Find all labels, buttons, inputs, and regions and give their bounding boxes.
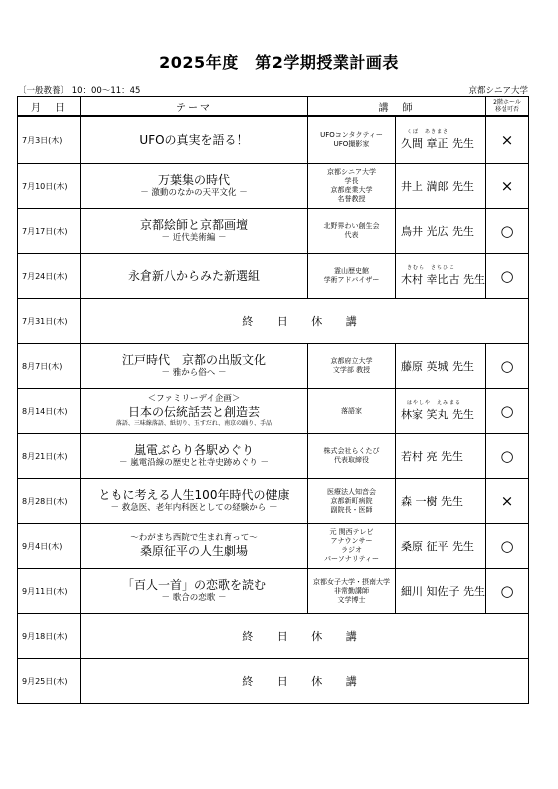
lecturer-name: 若村 亮 先生 (401, 450, 463, 463)
theme-subtitle: － 嵐電沿線の歴史と社寺史跡めぐり － (119, 458, 269, 468)
affiliation-line: 医療法人知音会 (327, 487, 376, 496)
affiliation-cell (308, 209, 396, 254)
lecturer-name: 鳥井 光広 先生 (401, 225, 474, 238)
theme-cell (81, 209, 308, 254)
theme-pretitle: ＜ファミリーデイ企画＞ (147, 394, 241, 404)
affiliation-line: 文学博士 (337, 595, 366, 604)
header-hall: 2階ホール 移설可否 (486, 97, 529, 117)
date-cell (18, 569, 81, 614)
schedule-row (18, 614, 529, 659)
schedule-row (18, 569, 529, 614)
theme-title: 江戸時代 京都の出版文化 (121, 353, 266, 367)
affiliation-line: 非常勤講師 (334, 586, 369, 595)
lecturer-cell (396, 389, 486, 434)
affiliation-line: 文学部 教授 (332, 366, 371, 374)
theme-title: 永倉新八からみた新選組 (127, 268, 260, 283)
header-row (18, 97, 529, 117)
affiliation-cell (308, 434, 396, 479)
affiliation-line: 元 関西テレビ (329, 528, 374, 536)
holiday-cell (81, 299, 529, 344)
theme-title: ともに考える人生100年時代の健康 (98, 488, 290, 502)
affiliation-line: 京都産業大学 (330, 186, 373, 194)
theme-note: 落語、三味線落語、紙切り、玉すだれ、南京の踊り、手品 (115, 420, 273, 427)
lecturer-cell (396, 254, 486, 299)
header-date: 月 日 (18, 97, 81, 117)
theme-title: 「百人一首」の恋歌を読む (121, 578, 266, 592)
theme-title: 桑原征平の人生劇場 (139, 544, 248, 558)
lecturer-cell (396, 116, 486, 164)
schedule-row (18, 389, 529, 434)
hall-cell (486, 116, 529, 164)
schedule-row (18, 344, 529, 389)
row-date: 7月24日(木) (22, 271, 68, 281)
row-date: 9月11日(木) (22, 586, 68, 596)
row-date: 8月7日(木) (22, 361, 63, 371)
affiliation-line: アナウンサー (330, 537, 373, 545)
affiliation-cell (308, 524, 396, 569)
schedule-table (17, 96, 529, 704)
lecturer-name: 木村 幸比古 先生 (401, 272, 485, 286)
header-theme: テーマ (81, 97, 308, 117)
lecturer-ruby: きむら さちひこ (407, 264, 456, 271)
theme-cell (81, 524, 308, 569)
lecturer-cell (396, 164, 486, 209)
hall-mark: × (500, 177, 514, 195)
date-cell (18, 434, 81, 479)
header-lecturer: 講 師 (308, 97, 486, 117)
affiliation-cell (308, 116, 396, 164)
date-cell (18, 614, 81, 659)
schedule-row (18, 299, 529, 344)
lecturer-ruby: くぼ あきまさ (407, 128, 450, 135)
date-cell (18, 116, 81, 164)
affiliation-line: 副院長・医師 (330, 505, 373, 514)
hall-cell (486, 524, 529, 569)
theme-cell (81, 164, 308, 209)
hall-mark: ○ (500, 537, 514, 555)
schedule-row (18, 479, 529, 524)
holiday-text: 終 日 休 講 (242, 675, 367, 688)
lecturer-cell (396, 524, 486, 569)
date-cell (18, 299, 81, 344)
affiliation-cell (308, 479, 396, 524)
hall-cell (486, 389, 529, 434)
date-cell (18, 524, 81, 569)
hall-mark: ○ (500, 357, 514, 375)
hall-mark: ○ (500, 582, 514, 600)
row-date: 9月25日(木) (22, 676, 68, 686)
holiday-text: 終 日 休 講 (242, 315, 367, 328)
theme-title: 京都絵師と京都画壇 (139, 218, 248, 232)
affiliation-line: 落語家 (341, 406, 362, 415)
theme-subtitle: － 近代美術編 － (161, 233, 227, 243)
lecturer-name: 井上 満郎 先生 (401, 180, 474, 193)
hall-cell (486, 164, 529, 209)
lecturer-cell (396, 434, 486, 479)
theme-title: 嵐電ぶらり各駅めぐり (133, 443, 254, 457)
row-date: 7月31日(木) (22, 316, 68, 326)
affiliation-line: 京都府立大学 (330, 357, 373, 365)
schedule-row (18, 524, 529, 569)
theme-pretitle: ～わがまち西院で生まれ育って～ (130, 533, 258, 543)
affiliation-line: 京都女子大学・摂南大学 (313, 577, 390, 586)
affiliation-cell (308, 164, 396, 209)
hall-cell (486, 569, 529, 614)
affiliation-line: 代表取締役 (334, 456, 369, 464)
theme-cell (81, 344, 308, 389)
affiliation-line: UFOコンタクティー (320, 131, 383, 139)
hall-cell (486, 344, 529, 389)
school-name: 京都シニア大学 (468, 86, 528, 96)
date-cell (18, 479, 81, 524)
lecturer-name: 林家 笑丸 先生 (401, 407, 474, 421)
lecturer-name: 森 一樹 先生 (401, 495, 463, 508)
schedule-row (18, 659, 529, 704)
affiliation-line: 霊山歴史館 (334, 267, 369, 275)
lecturer-cell (396, 479, 486, 524)
affiliation-line: 学長 (344, 177, 359, 185)
date-cell (18, 344, 81, 389)
schedule-row (18, 209, 529, 254)
date-cell (18, 164, 81, 209)
hall-mark: ○ (500, 267, 514, 285)
theme-subtitle: － 救急医、老年内科医としての経験から － (110, 503, 278, 513)
affiliation-line: 北野界わい創生会 (323, 222, 380, 230)
date-cell (18, 209, 81, 254)
theme-cell (81, 479, 308, 524)
date-cell (18, 659, 81, 704)
hall-cell (486, 254, 529, 299)
affiliation-line: 京都シニア大学 (327, 168, 376, 176)
hall-mark: ○ (500, 222, 514, 240)
row-date: 7月10日(木) (22, 181, 68, 191)
affiliation-cell (308, 254, 396, 299)
affiliation-line: 代表 (344, 231, 359, 239)
lecturer-cell (396, 569, 486, 614)
hall-mark: ○ (500, 402, 514, 420)
schedule-row (18, 164, 529, 209)
holiday-text: 終 日 休 講 (242, 630, 367, 643)
hall-mark: × (500, 131, 514, 149)
affiliation-line: ラジオ (341, 546, 362, 554)
hall-cell (486, 434, 529, 479)
row-date: 8月21日(木) (22, 451, 68, 461)
lecturer-cell (396, 344, 486, 389)
theme-subtitle: － 激動のなかの天平文化 － (140, 188, 248, 198)
lecturer-name: 細川 知佐子 先生 (401, 585, 485, 598)
theme-cell (81, 389, 308, 434)
row-date: 8月28日(木) (22, 496, 68, 506)
schedule-row (18, 434, 529, 479)
schedule-row (18, 254, 529, 299)
row-date: 7月17日(木) (22, 226, 68, 236)
course-label: 〔一般教養〕 10：00～11：45 (18, 86, 141, 96)
row-date: 9月18日(木) (22, 631, 68, 641)
theme-cell (81, 254, 308, 299)
row-date: 8月14日(木) (22, 406, 68, 416)
date-cell (18, 389, 81, 434)
affiliation-cell (308, 344, 396, 389)
affiliation-line: 株式会社らくたび (323, 447, 380, 455)
theme-title: 日本の伝統話芸と創造芸 (127, 405, 260, 419)
lecturer-name: 藤原 英城 先生 (401, 360, 474, 373)
lecturer-ruby: はやしや えみまる (407, 399, 462, 406)
affiliation-line: 学術アドバイザー (323, 276, 380, 284)
theme-cell (81, 116, 308, 164)
lecturer-name: 桑原 征平 先生 (401, 540, 474, 553)
affiliation-cell (308, 569, 396, 614)
page-title: 2025年度 第2学期授業計画表 (159, 53, 399, 72)
row-date: 9月4日(木) (22, 541, 63, 551)
theme-title: 万葉集の時代 (157, 173, 230, 187)
row-date: 7月3日(木) (22, 135, 63, 145)
hall-mark: × (500, 492, 514, 510)
theme-cell (81, 569, 308, 614)
affiliation-line: 名誉教授 (337, 195, 366, 203)
affiliation-cell (308, 389, 396, 434)
holiday-cell (81, 614, 529, 659)
theme-cell (81, 434, 308, 479)
holiday-cell (81, 659, 529, 704)
theme-subtitle: － 雅から俗へ － (161, 368, 227, 378)
theme-title: UFOの真実を語る！ (139, 132, 249, 147)
hall-cell (486, 479, 529, 524)
lecturer-cell (396, 209, 486, 254)
affiliation-line: UFO撮影家 (333, 140, 370, 148)
affiliation-line: 京都新町病院 (330, 496, 373, 505)
hall-mark: ○ (500, 447, 514, 465)
hall-cell (486, 209, 529, 254)
schedule-row (18, 116, 529, 164)
date-cell (18, 254, 81, 299)
theme-subtitle: － 歌合の恋歌 － (161, 593, 227, 603)
lecturer-name: 久間 章正 先生 (401, 136, 474, 150)
affiliation-line: パーソナリティー (323, 555, 380, 563)
